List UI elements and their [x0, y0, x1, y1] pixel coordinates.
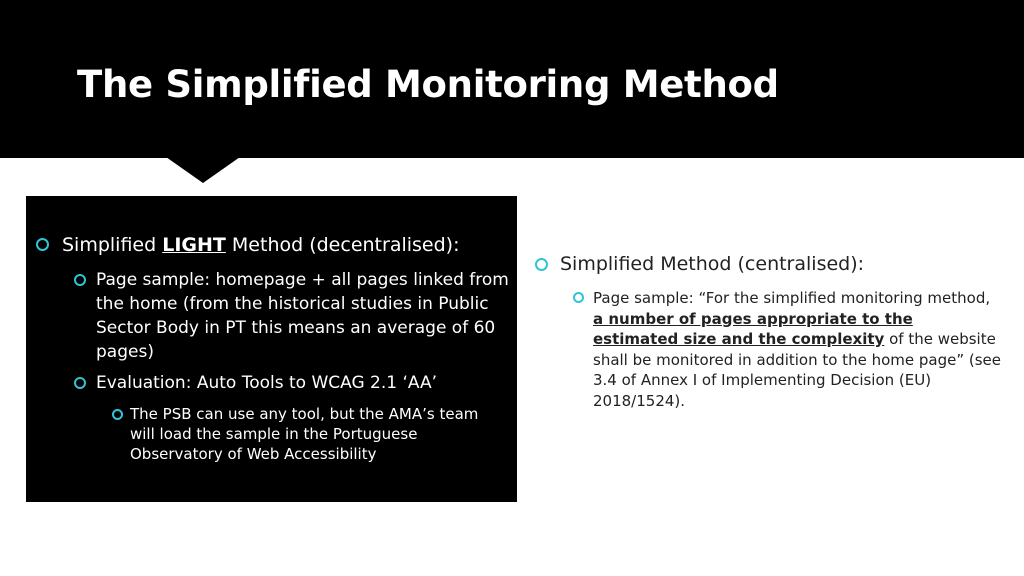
right-item-emphasis: a number of pages appropriate to the estimated size and the complexity: [593, 309, 913, 348]
right-heading: Simplified Method (centralised):: [560, 253, 865, 275]
left-heading: [62, 234, 512, 257]
slide-title: The Simplified Monitoring Method: [77, 63, 779, 106]
left-heading-suffix: Method (decentralised):: [225, 234, 460, 256]
bullet-ring-icon: [112, 409, 123, 420]
left-panel: [26, 196, 517, 502]
right-item-page-sample: [593, 288, 1003, 411]
left-item-page-sample: Page sample: homepage + all pages linked from the home (from the historical studies in Public Sector Body in PT this means an average of 60 pages): [96, 270, 509, 362]
left-subitem-psb: The PSB can use any tool, but the AMA’s team will load the sample in the Portuguese Observatory of Web Accessibility: [130, 405, 479, 463]
title-notch: [166, 157, 240, 183]
bullet-ring-icon: [74, 377, 86, 389]
left-heading-emphasis: LIGHT: [162, 234, 226, 256]
bullet-ring-icon: [573, 292, 584, 303]
left-heading-prefix: Simplified: [62, 234, 163, 256]
left-item-evaluation: Evaluation: Auto Tools to WCAG 2.1 ‘AA’: [96, 373, 438, 393]
bullet-ring-icon: [535, 258, 548, 271]
right-item-prefix: Page sample: “For the simplified monitoring method,: [593, 289, 991, 307]
bullet-ring-icon: [36, 238, 49, 251]
title-bar: [0, 0, 1024, 158]
bullet-ring-icon: [74, 274, 86, 286]
right-item-suffix: of the website shall be monitored in addition to the home page” (see 3.4 of Annex I of Implementing Decision (EU) 2018/1524).: [593, 330, 1001, 410]
